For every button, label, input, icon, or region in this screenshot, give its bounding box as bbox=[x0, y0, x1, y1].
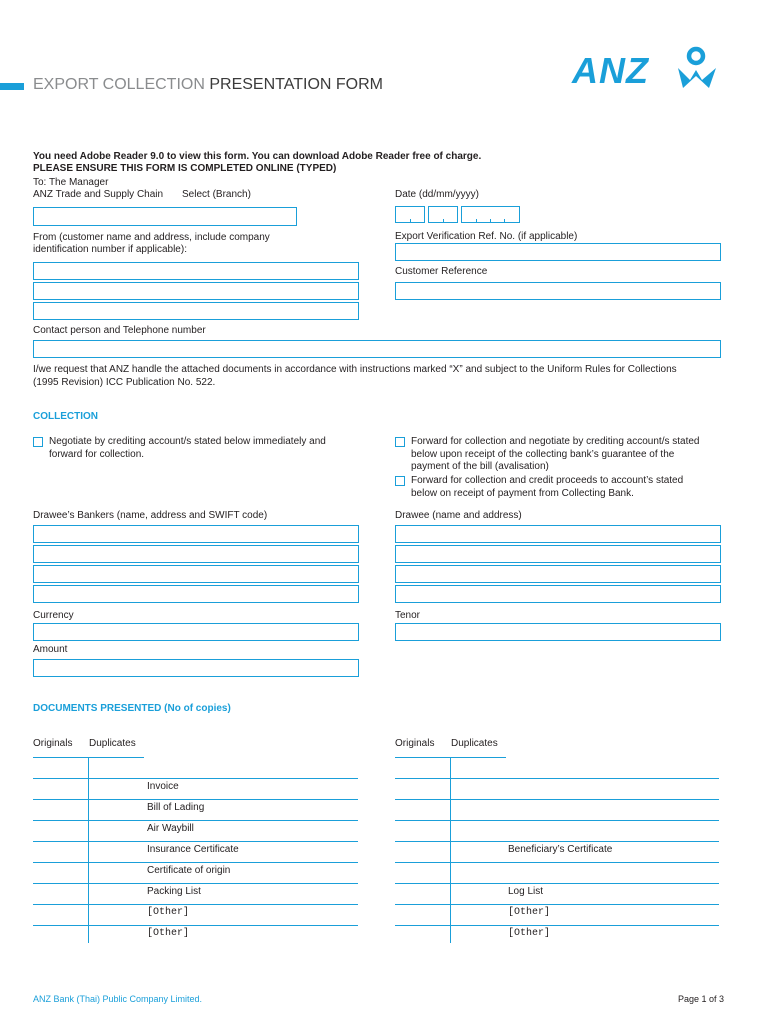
documents-heading-main: DOCUMENTS PRESENTED bbox=[33, 703, 162, 714]
originals-count-field[interactable] bbox=[395, 905, 449, 924]
drawee-field-3[interactable] bbox=[395, 565, 721, 583]
export-ref-field[interactable] bbox=[395, 243, 721, 261]
document-row bbox=[395, 820, 719, 855]
document-name[interactable]: [Other] bbox=[508, 928, 551, 939]
drawee-bankers-field-2[interactable] bbox=[33, 545, 359, 563]
date-month-field[interactable] bbox=[428, 206, 458, 223]
currency-field[interactable] bbox=[33, 623, 359, 641]
left-documents-table bbox=[33, 757, 358, 943]
document-row bbox=[395, 778, 719, 799]
document-name: Invoice bbox=[147, 781, 179, 792]
forward-credit-proceeds-checkbox[interactable] bbox=[395, 476, 405, 486]
duplicates-count-field[interactable] bbox=[90, 863, 144, 882]
document-row bbox=[395, 883, 719, 918]
document-name: Beneficiary’s Certificate bbox=[508, 844, 613, 855]
duplicates-count-field[interactable] bbox=[452, 779, 506, 798]
duplicates-count-field[interactable] bbox=[452, 758, 506, 777]
forward-avalisation-checkbox[interactable] bbox=[395, 437, 405, 447]
contact-field[interactable] bbox=[33, 340, 721, 358]
document-row bbox=[33, 904, 358, 939]
from-field-3[interactable] bbox=[33, 302, 359, 320]
document-row bbox=[33, 757, 358, 792]
originals-count-field[interactable] bbox=[395, 884, 449, 903]
document-name: Insurance Certificate bbox=[147, 844, 239, 855]
branch-select-label: Select (Branch) bbox=[182, 189, 251, 200]
duplicates-count-field[interactable] bbox=[452, 842, 506, 861]
right-originals-header: Originals bbox=[395, 738, 435, 749]
drawee-bankers-field-1[interactable] bbox=[33, 525, 359, 543]
document-name: Air Waybill bbox=[147, 823, 194, 834]
originals-count-field[interactable] bbox=[33, 821, 87, 840]
duplicates-count-field[interactable] bbox=[452, 905, 506, 924]
document-name[interactable]: [Other] bbox=[508, 907, 551, 918]
duplicates-count-field[interactable] bbox=[90, 905, 144, 924]
document-row bbox=[395, 841, 719, 862]
originals-count-field[interactable] bbox=[33, 863, 87, 882]
page-title-light: EXPORT COLLECTION bbox=[33, 76, 205, 93]
anz-logo bbox=[572, 46, 722, 92]
footer-page-number: Page 1 of 3 bbox=[678, 994, 725, 1004]
document-row bbox=[395, 862, 719, 897]
contact-label: Contact person and Telephone number bbox=[33, 325, 206, 336]
duplicates-count-field[interactable] bbox=[452, 863, 506, 882]
originals-count-field[interactable] bbox=[33, 779, 87, 798]
drawee-label: Drawee (name and address) bbox=[395, 510, 522, 521]
documents-heading bbox=[33, 703, 231, 715]
negotiate-immediately-checkbox[interactable] bbox=[33, 437, 43, 447]
export-ref-label: Export Verification Ref. No. (if applicable) bbox=[395, 231, 578, 242]
branch-select[interactable] bbox=[33, 207, 297, 226]
date-label: Date (dd/mm/yyyy) bbox=[395, 189, 479, 200]
option-2-line-2: below upon receipt of the collecting bank’s guarantee of the bbox=[411, 449, 675, 460]
document-row bbox=[395, 904, 719, 939]
duplicates-count-field[interactable] bbox=[90, 758, 144, 777]
originals-count-field[interactable] bbox=[395, 863, 449, 882]
from-label-1: From (customer name and address, include company bbox=[33, 232, 270, 243]
originals-count-field[interactable] bbox=[395, 758, 449, 777]
drawee-field-1[interactable] bbox=[395, 525, 721, 543]
originals-count-field[interactable] bbox=[33, 842, 87, 861]
right-duplicates-header: Duplicates bbox=[451, 738, 498, 749]
document-row bbox=[33, 883, 358, 918]
originals-count-field[interactable] bbox=[33, 905, 87, 924]
document-name: Bill of Lading bbox=[147, 802, 205, 813]
duplicates-count-field[interactable] bbox=[90, 779, 144, 798]
option-2-line-1: Forward for collection and negotiate by crediting account/s stated bbox=[411, 436, 700, 447]
row-divider bbox=[33, 925, 358, 926]
request-text-1: I/we request that ANZ handle the attached documents in accordance with instructions marked “X” and subject to the Uniform Rules for Collections bbox=[33, 364, 677, 375]
drawee-bankers-field-4[interactable] bbox=[33, 585, 359, 603]
anz-people-icon bbox=[674, 46, 720, 92]
document-row bbox=[33, 841, 358, 876]
drawee-field-2[interactable] bbox=[395, 545, 721, 563]
right-documents-table bbox=[395, 757, 719, 943]
to-manager: To: The Manager bbox=[33, 177, 109, 188]
option-2-line-3: payment of the bill (avalisation) bbox=[411, 461, 549, 472]
online-notice: PLEASE ENSURE THIS FORM IS COMPLETED ONLINE (TYPED) bbox=[33, 163, 337, 174]
duplicates-count-field[interactable] bbox=[90, 884, 144, 903]
collection-heading: COLLECTION bbox=[33, 411, 98, 422]
amount-label: Amount bbox=[33, 644, 68, 655]
tenor-label: Tenor bbox=[395, 610, 421, 621]
originals-count-field[interactable] bbox=[395, 800, 449, 819]
drawee-bankers-field-3[interactable] bbox=[33, 565, 359, 583]
document-name[interactable]: [Other] bbox=[147, 907, 190, 918]
option-3-line-1: Forward for collection and credit proceeds to account’s stated bbox=[411, 475, 684, 486]
document-row bbox=[395, 757, 719, 778]
document-row bbox=[33, 778, 358, 813]
from-field-2[interactable] bbox=[33, 282, 359, 300]
document-name: Log List bbox=[508, 886, 544, 897]
document-row bbox=[33, 799, 358, 834]
currency-label: Currency bbox=[33, 610, 74, 621]
header-accent-bar bbox=[0, 83, 24, 90]
document-row bbox=[33, 862, 358, 897]
originals-count-field[interactable] bbox=[33, 884, 87, 903]
row-divider bbox=[395, 925, 719, 926]
document-row bbox=[33, 820, 358, 855]
drawee-field-4[interactable] bbox=[395, 585, 721, 603]
originals-count-field[interactable] bbox=[395, 821, 449, 840]
request-text-2: (1995 Revision) ICC Publication No. 522. bbox=[33, 377, 216, 388]
adobe-notice: You need Adobe Reader 9.0 to view this form. You can download Adobe Reader free of charge. bbox=[33, 151, 482, 162]
left-duplicates-header: Duplicates bbox=[89, 738, 136, 749]
originals-count-field[interactable] bbox=[33, 758, 87, 777]
drawee-bankers-label: Drawee’s Bankers (name, address and SWIFT code) bbox=[33, 510, 268, 521]
date-year-field[interactable] bbox=[461, 206, 520, 223]
from-field-1[interactable] bbox=[33, 262, 359, 280]
duplicates-count-field[interactable] bbox=[452, 821, 506, 840]
amount-field[interactable] bbox=[33, 659, 359, 677]
option-1-line-2: forward for collection. bbox=[49, 449, 145, 460]
duplicates-count-field[interactable] bbox=[90, 842, 144, 861]
duplicates-count-field[interactable] bbox=[90, 821, 144, 840]
left-originals-header: Originals bbox=[33, 738, 73, 749]
duplicates-count-field[interactable] bbox=[452, 884, 506, 903]
dept-label: ANZ Trade and Supply Chain bbox=[33, 189, 164, 200]
page-title-dark: PRESENTATION FORM bbox=[209, 76, 383, 93]
from-label-2: identification number if applicable): bbox=[33, 244, 187, 255]
originals-count-field[interactable] bbox=[395, 842, 449, 861]
document-name: Packing List bbox=[147, 886, 201, 897]
date-day-field[interactable] bbox=[395, 206, 425, 223]
originals-count-field[interactable] bbox=[395, 779, 449, 798]
document-name[interactable]: [Other] bbox=[147, 928, 190, 939]
customer-ref-field[interactable] bbox=[395, 282, 721, 300]
option-3-line-2: below on receipt of payment from Collecting Bank. bbox=[411, 488, 634, 499]
anz-logo-text: ANZ bbox=[572, 50, 649, 91]
customer-ref-label: Customer Reference bbox=[395, 266, 488, 277]
document-row bbox=[395, 799, 719, 820]
option-1-line-1: Negotiate by crediting account/s stated below immediately and bbox=[49, 436, 326, 447]
duplicates-count-field[interactable] bbox=[90, 800, 144, 819]
duplicates-count-field[interactable] bbox=[452, 800, 506, 819]
footer-company: ANZ Bank (Thai) Public Company Limited. bbox=[33, 994, 203, 1004]
tenor-field[interactable] bbox=[395, 623, 721, 641]
originals-count-field[interactable] bbox=[33, 800, 87, 819]
page-title bbox=[33, 76, 383, 94]
document-name: Certificate of origin bbox=[147, 865, 231, 876]
documents-heading-sub: (No of copies) bbox=[164, 703, 231, 714]
